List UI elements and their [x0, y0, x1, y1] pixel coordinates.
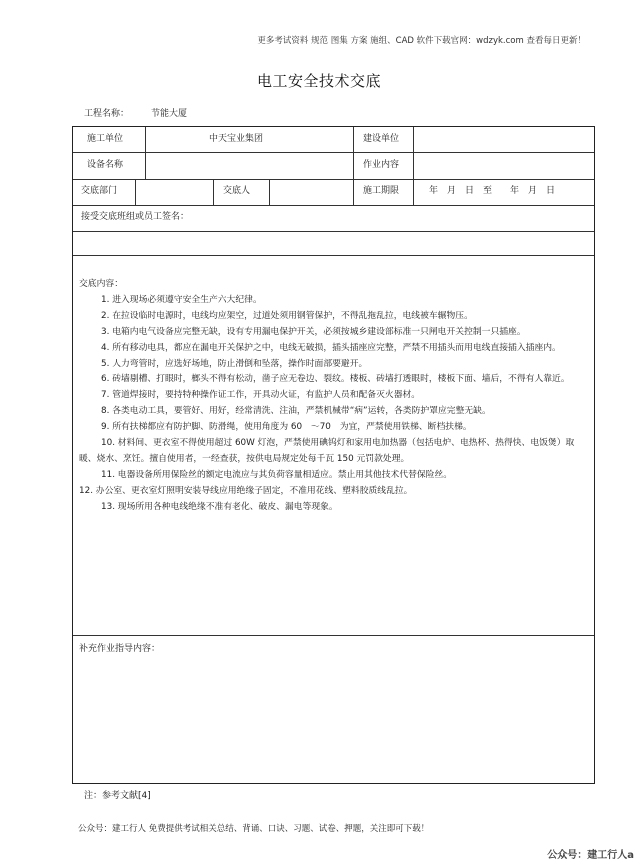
- col-divider: [269, 179, 270, 205]
- equipment-name-label: 设备名称: [87, 160, 124, 170]
- content-item: 1. 进入现场必须遵守安全生产六大纪律。: [101, 294, 262, 305]
- content-item: 12. 办公室、更衣室灯照明安装导线应用绝缘子固定，不准用花线、塑料胶质线乱拉。: [79, 485, 413, 496]
- handover-form: [72, 126, 595, 784]
- row-divider: [73, 635, 594, 636]
- project-label: 工程名称：: [84, 109, 130, 119]
- col-divider: [135, 179, 136, 205]
- project-line: [84, 106, 187, 119]
- handover-person-label: 交底人: [223, 186, 251, 196]
- content-heading: 交底内容：: [79, 279, 123, 289]
- construction-unit-label: 施工单位: [87, 134, 124, 144]
- content-item: 9. 所有扶梯都应有防护脚、防滑绳，使用角度为 60 ～70 为宜，严禁使用铁梯、断档扶梯。: [101, 422, 472, 433]
- footer-note: 公众号：建工行人 免费提供考试相关总结、背诵、口诀、习题、试卷、押题，关注即可下载！: [78, 824, 430, 834]
- work-content-label: 作业内容: [363, 160, 400, 170]
- brand-watermark: 公众号：建工行人a: [547, 850, 634, 861]
- content-item: 2. 在拉设临时电源时，电线均应架空，过道处须用钢管保护，不得乱拖乱拉，电线被车辗物压。: [101, 310, 473, 321]
- content-item: 3. 电箱内电气设备应完整无缺，设有专用漏电保护开关，必须按城乡建设部标准一只闸电开关控制一只插座。: [101, 326, 526, 337]
- builder-unit-label: 建设单位: [363, 134, 400, 144]
- content-item: 6. 砖墙剔槽、打眼时，榔头不得有松动，凿子应无卷边、裂纹。楼板、砖墙打透眼时，楼板下面、墙后，不得有人靠近。: [101, 374, 570, 385]
- content-item: 10. 材料间、更衣室不得使用超过 60W 灯泡，严禁使用碘钨灯和家用电加热器（包括电炉、电热杯、热得快、电饭煲）取暖、烧水、烹饪。擅自使用者，一经查获，按供电局规定处每千瓦 150 元罚款处理。: [79, 438, 575, 464]
- row-divider: [73, 255, 594, 256]
- content-item: 13. 现场所用各种电线绝缘不准有老化、破皮、漏电等现象。: [101, 501, 338, 512]
- row-divider: [73, 152, 594, 153]
- construction-unit-value: 中天宝业集团: [209, 134, 264, 144]
- content-item: 5. 人力弯管时，应选好场地，防止滑倒和坠落，操作时面部要避开。: [101, 358, 368, 369]
- signature-label: 接受交底班组或员工签名：: [81, 212, 190, 222]
- document-title: 电工安全技术交底: [256, 72, 381, 90]
- handover-content: [79, 277, 589, 516]
- col-divider: [353, 127, 354, 205]
- content-item: 4. 所有移动电具，都应在漏电开关保护之中，电线无破损，插头插座应完整，严禁不用插头而用电线直接插入插座内。: [101, 342, 561, 353]
- row-divider: [73, 231, 594, 232]
- reference-note: 注：参考文献[4]: [84, 791, 151, 801]
- col-divider: [213, 179, 214, 205]
- project-value: 节能大厦: [151, 109, 188, 119]
- content-item: 7. 管道焊接时，要持特种操作证工作，开具动火证，有监护人员和配备灭火器材。: [101, 390, 421, 401]
- period-value: 年 月 日 至 年 月 日: [429, 186, 556, 196]
- period-label: 施工期限: [363, 186, 400, 196]
- content-item: 11. 电器设备所用保险丝的额定电流应与其负荷容量相适应。禁止用其他技术代替保险丝。: [101, 469, 453, 480]
- supplement-label: 补充作业指导内容：: [79, 644, 161, 654]
- handover-dept-label: 交底部门: [81, 186, 118, 196]
- header-note: 更多考试资料 规范 图集 方案 施组、CAD 软件下载官网：wdzyk.com 查看每日更新！: [257, 36, 586, 46]
- col-divider: [413, 127, 414, 205]
- content-item: 8. 各类电动工具，要管好、用好，经常清洗、注油，严禁机械带“病”运转，各类防护罩应完整无缺。: [101, 406, 491, 417]
- col-divider: [145, 127, 146, 179]
